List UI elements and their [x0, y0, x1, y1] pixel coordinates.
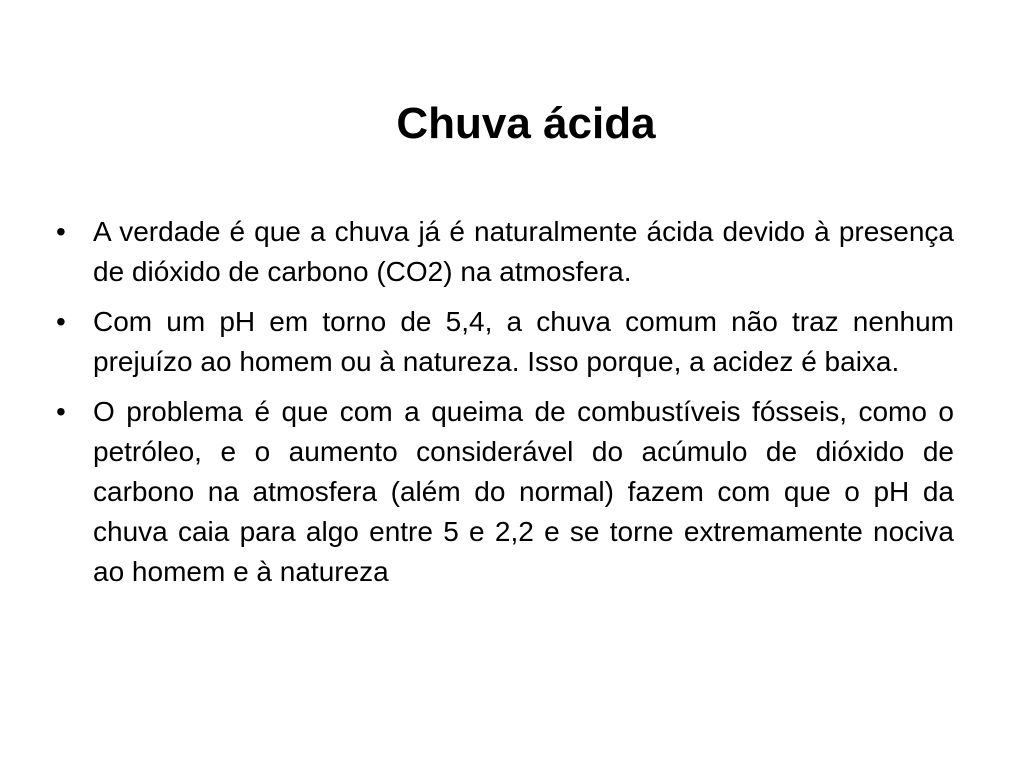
bullet-text: A verdade é que a chuva já é naturalmente ácida devido à presença de dióxido de carbono (CO2) na atmosfera.: [93, 216, 954, 287]
bullet-dot-icon: •: [56, 216, 66, 247]
slide-title: Chuva ácida: [396, 99, 656, 148]
bullet-dot-icon: •: [56, 306, 66, 337]
bullet-item: [56, 392, 954, 592]
bullet-dot-icon: •: [56, 396, 66, 427]
bullet-item: [56, 212, 954, 292]
bullet-text: O problema é que com a queima de combustíveis fósseis, como o petróleo, e o aumento considerável do acúmulo de dióxido de carbono na atmosfera (além do normal) fazem com que o pH da chuva caia para algo entre 5 e 2,2 e se torne extremamente nociva ao homem e à natureza: [93, 396, 954, 587]
bullet-item: [56, 302, 954, 382]
bullet-list: [56, 212, 954, 602]
bullet-text: Com um pH em torno de 5,4, a chuva comum não traz nenhum prejuízo ao homem ou à natureza. Isso porque, a acidez é baixa.: [93, 306, 954, 377]
